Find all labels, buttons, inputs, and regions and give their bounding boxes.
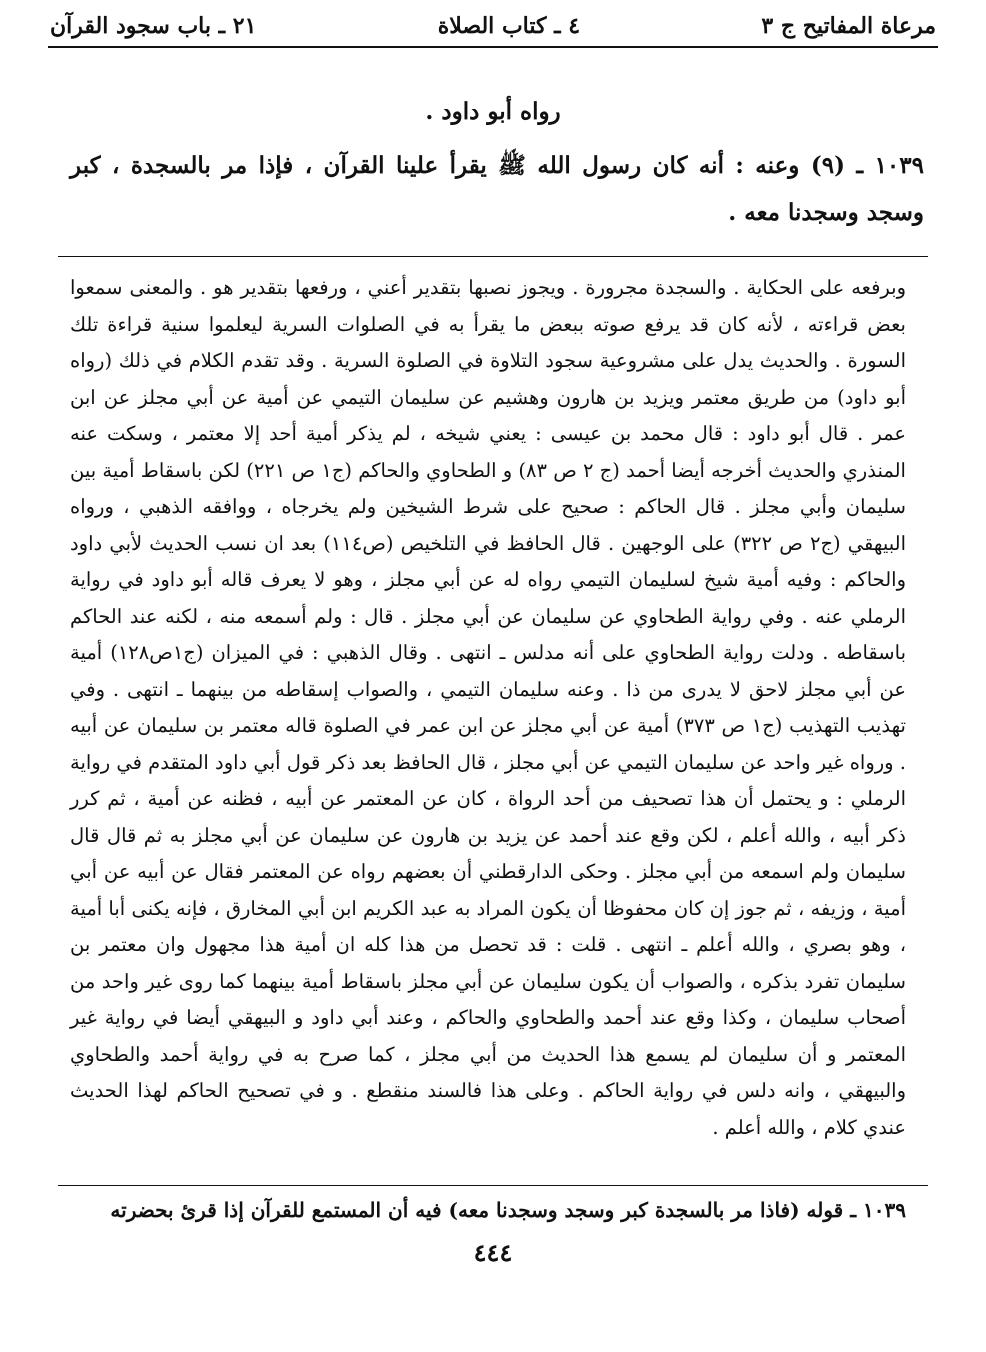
running-header	[50, 8, 936, 44]
hadith-text: ١٠٣٩ ـ (٩) وعنه : أنه كان رسول الله ﷺ يقرأ علينا القرآن ، فإذا مر بالسجدة ، كبر وسجد وسجدنا معه .	[70, 152, 924, 226]
header-section: ٢١ ـ باب سجود القرآن	[50, 13, 257, 39]
header-rule	[48, 46, 938, 48]
footnote-line: ١٠٣٩ ـ قوله (فاذا مر بالسجدة كبر وسجد وسجدنا معه) فيه أن المستمع للقرآن إذا قرئ بحضرته	[110, 1198, 906, 1222]
header-book-title: مرعاة المفاتيح ج ٣	[761, 13, 936, 39]
narration-line: رواه أبو داود .	[425, 98, 561, 125]
commentary-body: وبرفعه على الحكاية . والسجدة مجرورة . ويجوز نصبها بتقدير أعني ، ورفعها بتقدير هو . والمعنى سمعوا بعض قراءته ، لأنه كان قد يرفع صوته ببعض ما يقرأ به في الصلوات السرية ليعلموا سنية قراءة تلك السورة . والحديث يدل على مشروعية سجود التلاوة في الصلوة السرية . وقد تقدم الكلام في ذلك (رواه أبو داود) من طريق معتمر ويزيد بن هارون وهشيم عن سليمان التيمي عن أمية عن أبي مجلز عن ابن عمر . قال أبو داود : قال محمد بن عيسى : يعني شيخه ، لم يذكر أمية أحد إلا معتمر ، وسكت عنه المنذري والحديث أخرجه أيضا أحمد (ج ٢ ص ٨٣) و الطحاوي والحاكم (ج١ ص ٢٢١) لكن باسقاط أمية بين سليمان وأبي مجلز . قال الحاكم : صحيح على شرط الشيخين ولم يخرجاه ، ووافقه الذهبي ، ورواه البيهقي (ج٢ ص ٣٢٢) على الوجهين . قال الحافظ في التلخيص (ص١١٤) بعد ان نسب الحديث لأبي داود والحاكم : وفيه أمية شيخ لسليمان التيمي رواه له عن أبي مجلز ، وهو لا يعرف قاله أبو داود في رواية الرملي عنه . وفي رواية الطحاوي عن سليمان عن أبي مجلز . قال : ولم أسمعه منه ، لكنه عند الحاكم باسقاطه . ودلت رواية الطحاوي على أنه مدلس ـ انتهى . وقال الذهبي : في الميزان (ج١ص١٢٨) أمية عن أبي مجلز لاحق لا يدرى من ذا . وعنه سليمان التيمي ، والصواب إسقاطه من بينهما ـ انتهى . وفي تهذيب التهذيب (ج١ ص ٣٧٣) أمية عن أبي مجلز عن ابن عمر في الصلوة قاله معتمر بن سليمان عن أبيه . ورواه غير واحد عن سليمان التيمي عن أبي مجلز ، قال الحافظ بعد ذكر قول أبي داود المتقدم في رواية الرملي : و يحتمل أن هذا تصحيف من أحد الرواة ، كان عن المعتمر عن أبيه ، فظنه عن أمية ، ثم كرر ذكر أبيه ، والله أعلم ، لكن وقع عند أحمد عن يزيد بن هارون عن سليمان عن أبي مجلز به ثم قال قال سليمان ولم اسمعه من أبي مجلز . وحكى الدارقطني أن بعضهم رواه عن المعتمر فقال عن أبيه عن أبي أمية ، وزيفه ، ثم جوز إن كان محفوظا أن يكون المراد به عبد الكريم ابن أبي المخارق ، فإنه يكنى أبا أمية ، وهو بصري ، والله أعلم ـ انتهى . قلت : قد تحصل من هذا كله ان أمية هذا مجهول وان معتمر بن سليمان تفرد بذكره ، والصواب أن يكون سليمان عن أبي مجلز باسقاط أمية بينهما كما روى غير واحد من أصحاب سليمان ، وكذا وقع عند أحمد والطحاوي والحاكم ، وعند أبي داود و البيهقي أيضا في رواية غير المعتمر و أن سليمان لم يسمع هذا الحديث من أبي مجلز ، كما صرح به في رواية أحمد والطحاوي والبيهقي ، وانه دلس في رواية الحاكم . وعلى هذا فالسند منقطع . و في تصحيح الحاكم لهذا الحديث عندي كلام ، والله أعلم .	[70, 276, 906, 1139]
page-number: ٤٤٤	[473, 1238, 513, 1267]
header-chapter: ٤ ـ كتاب الصلاة	[437, 13, 581, 39]
section-divider	[58, 256, 928, 257]
commentary-end-rule	[58, 1185, 928, 1186]
